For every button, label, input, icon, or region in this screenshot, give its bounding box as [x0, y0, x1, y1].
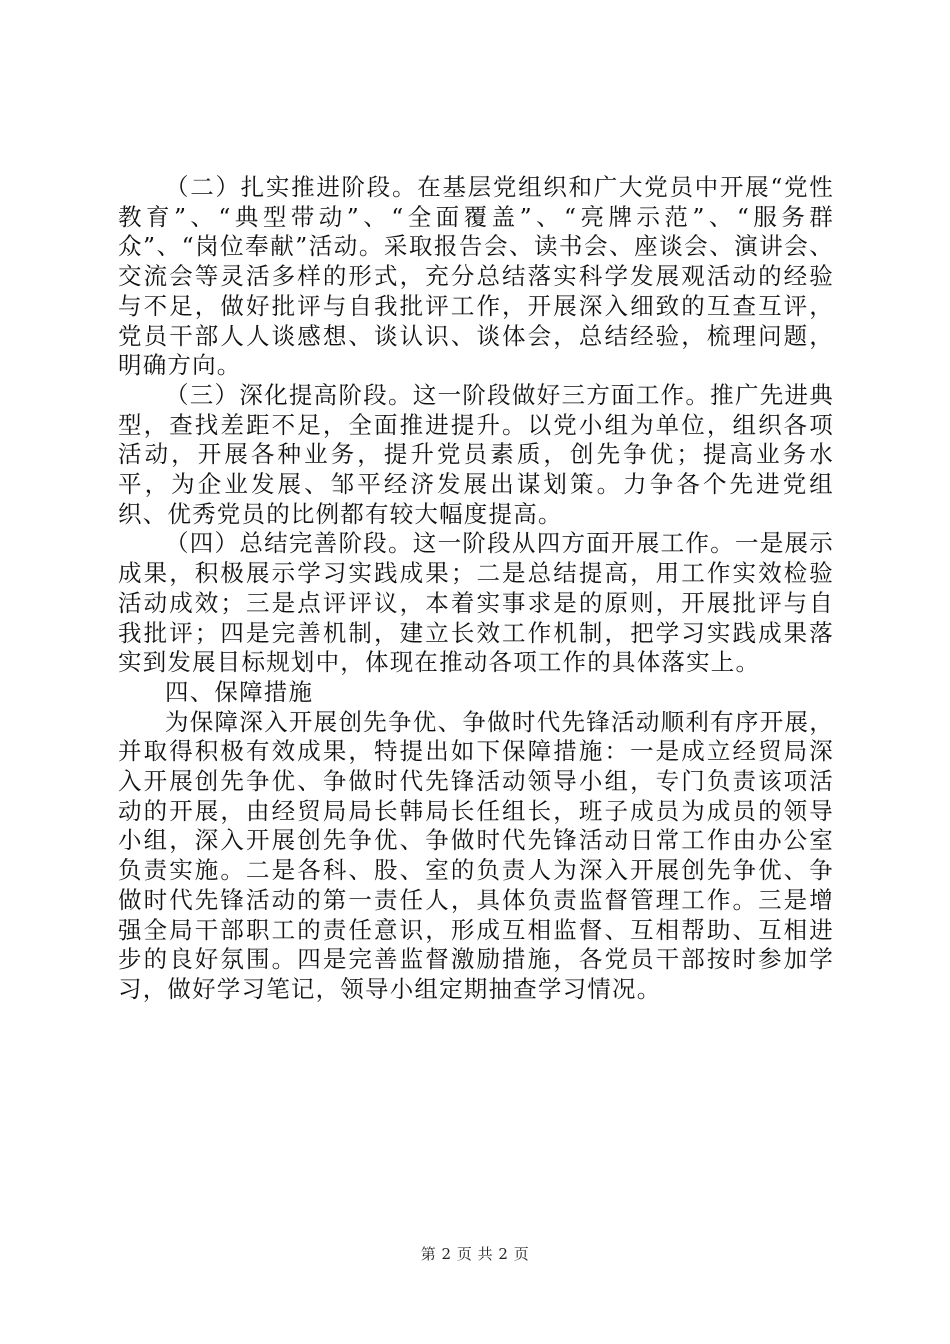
paragraph-stage-two: （二）扎实推进阶段。在基层党组织和广大党员中开展“党性教育”、“典型带动”、“全面覆盖”、“亮牌示范”、“服务群众”、“岗位奉献”活动。采取报告会、读书会、座谈会、演讲会、交流会等灵活多样的形式，充分总结落实科学发展观活动的经验与不足，做好批评与自我批评工作，开展深入细致的互查互评，党员干部人人谈感想、谈认识、谈体会，总结经验，梳理问题，明确方向。 [118, 173, 834, 380]
paragraph-stage-four: （四）总结完善阶段。这一阶段从四方面开展工作。一是展示成果，积极展示学习实践成果；二是总结提高，用工作实效检验活动成效；三是点评评议，本着实事求是的原则，开展批评与自我批评；四是完善机制，建立长效工作机制，把学习实践成果落实到发展目标规划中，体现在推动各项工作的具体落实上。 [118, 529, 834, 677]
section-heading-safeguards: 四、保障措施 [165, 677, 314, 706]
document-body [118, 173, 834, 1005]
paragraph-stage-three: （三）深化提高阶段。这一阶段做好三方面工作。推广先进典型，查找差距不足，全面推进提升。以党小组为单位，组织各项活动，开展各种业务，提升党员素质，创先争优；提高业务水平，为企业发展、邹平经济发展出谋划策。力争各个先进党组织、优秀党员的比例都有较大幅度提高。 [118, 380, 834, 528]
paragraph-safeguards: 为保障深入开展创先争优、争做时代先锋活动顺利有序开展，并取得积极有效成果，特提出如下保障措施：一是成立经贸局深入开展创先争优、争做时代先锋活动领导小组，专门负责该项活动的开展，由经贸局局长韩局长任组长，班子成员为成员的领导小组，深入开展创先争优、争做时代先锋活动日常工作由办公室负责实施。二是各科、股、室的负责人为深入开展创先争优、争做时代先锋活动的第一责任人，具体负责监督管理工作。三是增强全局干部职工的责任意识，形成互相监督、互相帮助、互相进步的良好氛围。四是完善监督激励措施，各党员干部按时参加学习，做好学习笔记，领导小组定期抽查学习情况。 [118, 707, 834, 1003]
page-number-footer: 第 2 页 共 2 页 [420, 1245, 530, 1263]
